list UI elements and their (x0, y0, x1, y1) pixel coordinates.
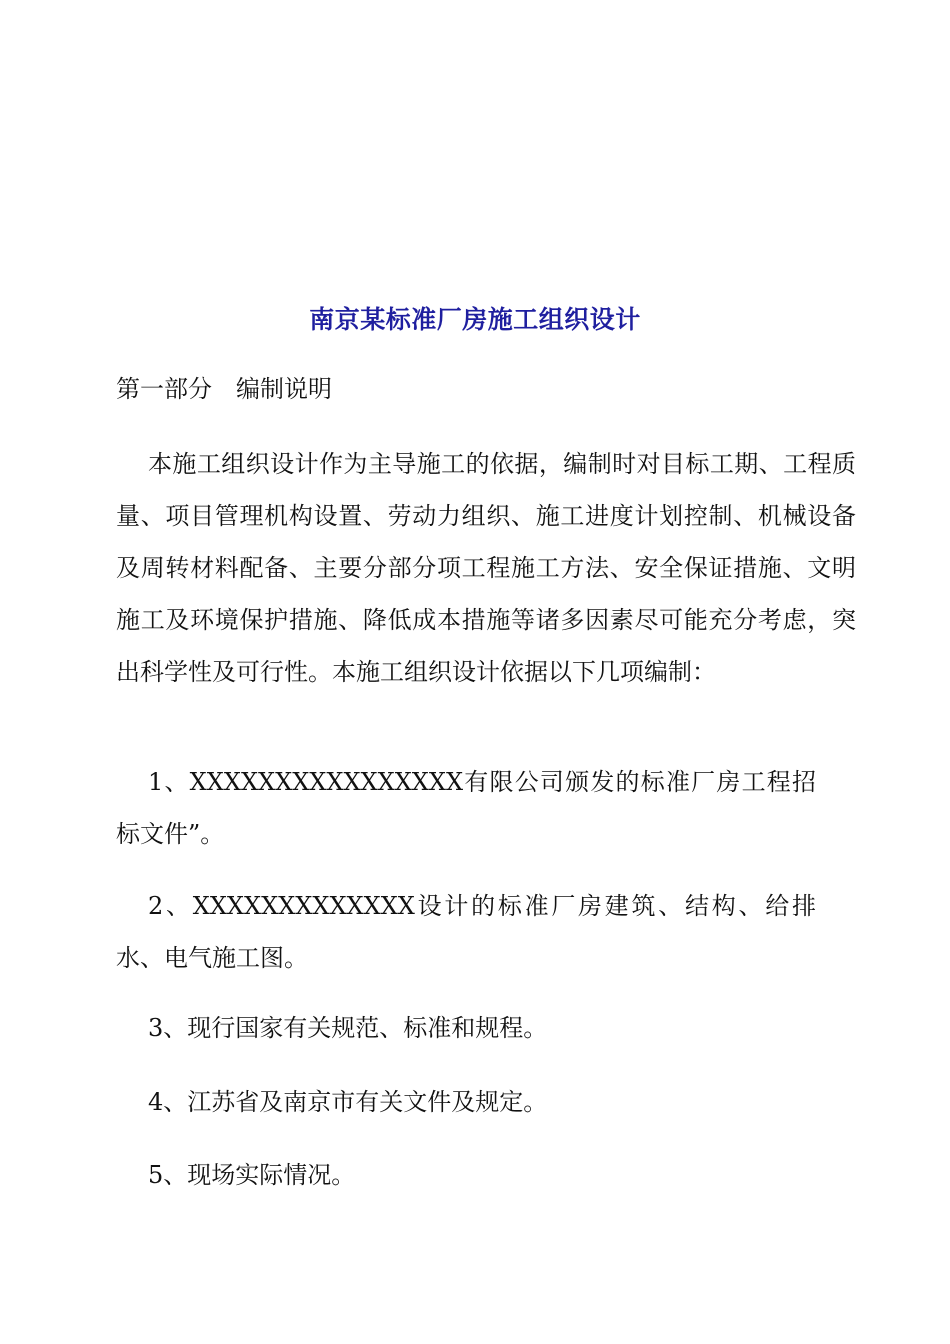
basis-item-4: 4、江苏省及南京市有关文件及规定。 (148, 1088, 548, 1116)
document-title: 南京某标准厂房施工组织设计 (309, 305, 641, 334)
section-heading: 第一部分 编制说明 (116, 375, 332, 403)
basis-item-1: 1、XXXXXXXXXXXXXXXX有限公司颁发的标准厂房工程招标文件”。 (116, 768, 816, 848)
intro-paragraph: 本施工组织设计作为主导施工的依据，编制时对目标工期、工程质量、项目管理机构设置、劳动力组织、施工进度计划控制、机械设备及周转材料配备、主要分部分项工程施工方法、安全保证措施、文明施工及环境保护措施、降低成本措施等诸多因素尽可能充分考虑，突出科学性及可行性。本施工组织设计依据以下几项编制： (116, 450, 856, 686)
basis-item-5: 5、现场实际情况。 (148, 1161, 356, 1189)
basis-item-2: 2、XXXXXXXXXXXXX设计的标准厂房建筑、结构、给排水、电气施工图。 (116, 892, 816, 972)
basis-item-3: 3、现行国家有关规范、标准和规程。 (148, 1014, 548, 1042)
